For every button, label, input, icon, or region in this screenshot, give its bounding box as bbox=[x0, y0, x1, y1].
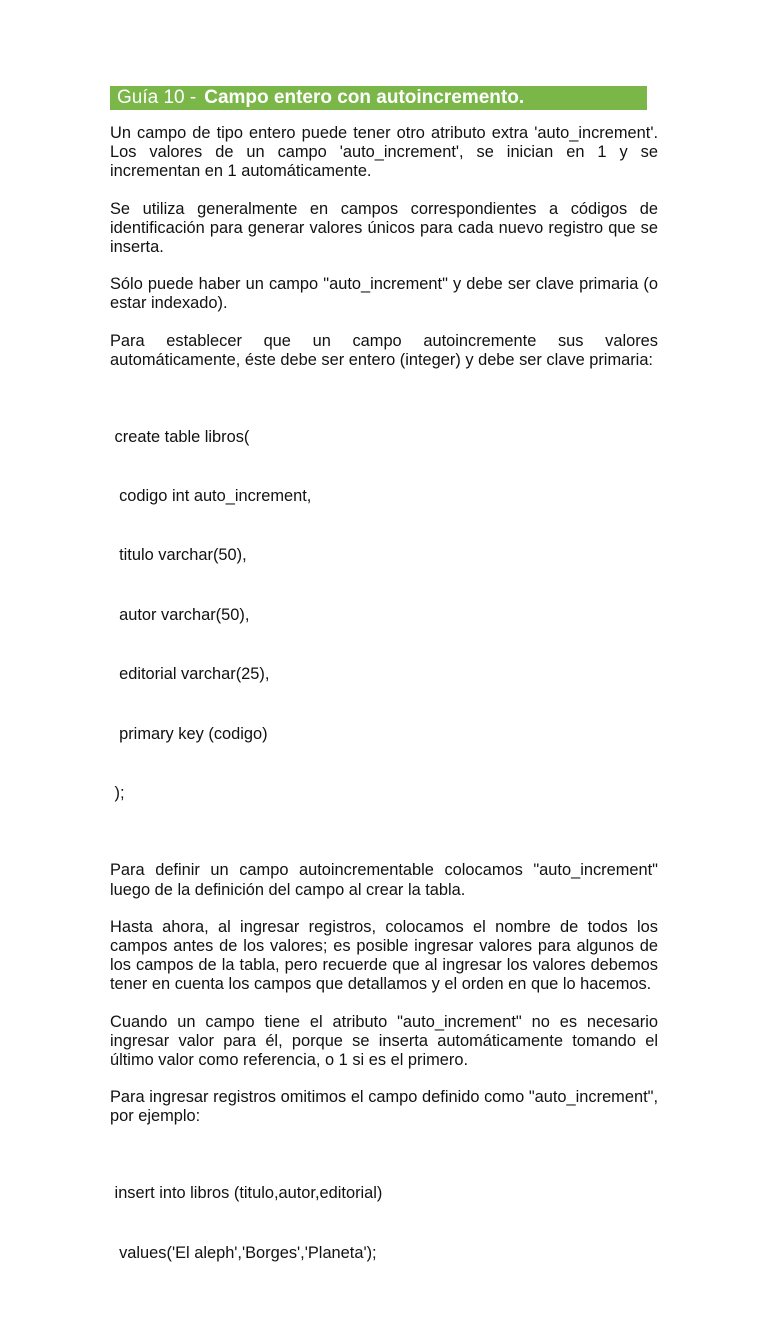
code-block-insert bbox=[110, 1145, 658, 1303]
section-title: Campo entero con autoincremento. bbox=[204, 87, 525, 108]
paragraph: Para definir un campo autoincrementable colocamos "auto_increment" luego de la definición del campo al crear la tabla. bbox=[110, 861, 658, 899]
guide-number: Guía 10 - bbox=[117, 87, 197, 108]
code-line: ); bbox=[110, 783, 125, 802]
code-line: create table libros( bbox=[110, 427, 250, 446]
code-line: insert into libros (titulo,autor,editorial) bbox=[110, 1184, 383, 1203]
paragraph: Para ingresar registros omitimos el campo definido como "auto_increment", por ejemplo: bbox=[110, 1088, 658, 1126]
code-line: codigo int auto_increment, bbox=[110, 487, 312, 506]
code-line: primary key (codigo) bbox=[110, 724, 268, 743]
code-block-create-table bbox=[110, 388, 658, 843]
paragraph: Sólo puede haber un campo "auto_increment" y debe ser clave primaria (o estar indexado). bbox=[110, 275, 658, 313]
paragraph: Para establecer que un campo autoincremente sus valores automáticamente, éste debe ser entero (integer) y debe ser clave primaria: bbox=[110, 331, 658, 369]
code-line: values('El aleph','Borges','Planeta'); bbox=[110, 1243, 377, 1262]
paragraph: Cuando un campo tiene el atributo "auto_increment" no es necesario ingresar valor para él, porque se inserta automáticamente tomando el último valor como referencia, o 1 si es el primero. bbox=[110, 1012, 658, 1069]
code-line: titulo varchar(50), bbox=[110, 546, 247, 565]
code-line: editorial varchar(25), bbox=[110, 665, 270, 684]
section-title-bar bbox=[110, 86, 647, 110]
code-line: autor varchar(50), bbox=[110, 605, 250, 624]
paragraph: Un campo de tipo entero puede tener otro atributo extra 'auto_increment'. Los valores de un campo 'auto_increment', se inician en 1 y se incrementan en 1 automáticamente. bbox=[110, 124, 658, 181]
paragraph: Se utiliza generalmente en campos correspondientes a códigos de identificación para generar valores únicos para cada nuevo registro que se inserta. bbox=[110, 199, 658, 257]
document-page bbox=[110, 86, 658, 1321]
paragraph: Hasta ahora, al ingresar registros, colocamos el nombre de todos los campos antes de los valores; es posible ingresar valores para algunos de los campos de la tabla, pero recuerde que al ingresar los valores debemos tener en cuenta los campos que detallamos y el orden en que lo hacemos. bbox=[110, 917, 658, 994]
